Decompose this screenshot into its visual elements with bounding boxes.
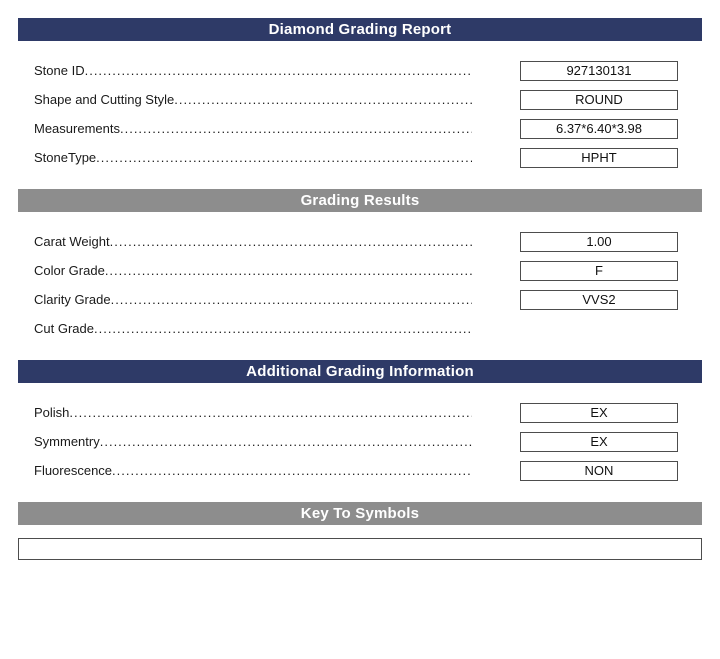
carat-weight-value: 1.00 <box>520 232 678 252</box>
symmetry-label <box>34 434 472 449</box>
row-color-grade <box>34 256 702 285</box>
cut-grade-label <box>34 321 472 336</box>
section-title-grading: Grading Results <box>300 192 420 209</box>
fluorescence-label-text: Fluorescence <box>34 463 113 478</box>
stone-id-label <box>34 63 472 78</box>
section-header-grading <box>18 189 702 212</box>
carat-weight-label-text: Carat Weight <box>34 234 110 249</box>
row-cut-grade <box>34 314 702 343</box>
key-to-symbols-box <box>18 538 702 560</box>
color-grade-label <box>34 263 472 278</box>
polish-label-text: Polish <box>34 405 70 420</box>
row-shape <box>34 85 702 114</box>
color-grade-label-text: Color Grade <box>34 263 105 278</box>
row-fluorescence <box>34 456 702 485</box>
shape-value: ROUND <box>520 90 678 110</box>
shape-label <box>34 92 472 107</box>
row-polish <box>34 398 702 427</box>
row-symmetry <box>34 427 702 456</box>
row-stone-id <box>34 56 702 85</box>
row-stone-type <box>34 143 702 172</box>
clarity-grade-value: VVS2 <box>520 290 678 310</box>
measurements-label <box>34 121 472 136</box>
stone-type-label-text: StoneType <box>34 150 97 165</box>
row-clarity-grade <box>34 285 702 314</box>
stone-id-value: 927130131 <box>520 61 678 81</box>
section-title-report: Diamond Grading Report <box>268 21 452 38</box>
stone-type-value: HPHT <box>520 148 678 168</box>
row-measurements <box>34 114 702 143</box>
polish-label <box>34 405 472 420</box>
stone-id-label-text: Stone ID <box>34 63 85 78</box>
measurements-value: 6.37*6.40*3.98 <box>520 119 678 139</box>
fluorescence-value: NON <box>520 461 678 481</box>
carat-weight-label <box>34 234 472 249</box>
section-rows-report <box>18 41 702 189</box>
section-header-report <box>18 18 702 41</box>
clarity-grade-label <box>34 292 472 307</box>
section-title-symbols: Key To Symbols <box>300 505 420 522</box>
color-grade-value: F <box>520 261 678 281</box>
symmetry-value: EX <box>520 432 678 452</box>
fluorescence-label <box>34 463 472 478</box>
measurements-label-text: Measurements <box>34 121 120 136</box>
stone-type-label <box>34 150 472 165</box>
section-title-additional: Additional Grading Information <box>246 363 474 380</box>
polish-value: EX <box>520 403 678 423</box>
section-header-additional <box>18 360 702 383</box>
section-rows-additional <box>18 383 702 502</box>
section-header-symbols <box>18 502 702 525</box>
clarity-grade-label-text: Clarity Grade <box>34 292 111 307</box>
cut-grade-label-text: Cut Grade <box>34 321 94 336</box>
section-rows-grading <box>18 212 702 360</box>
shape-label-text: Shape and Cutting Style <box>34 92 175 107</box>
symmetry-label-text: Symmentry <box>34 434 100 449</box>
row-carat-weight <box>34 227 702 256</box>
